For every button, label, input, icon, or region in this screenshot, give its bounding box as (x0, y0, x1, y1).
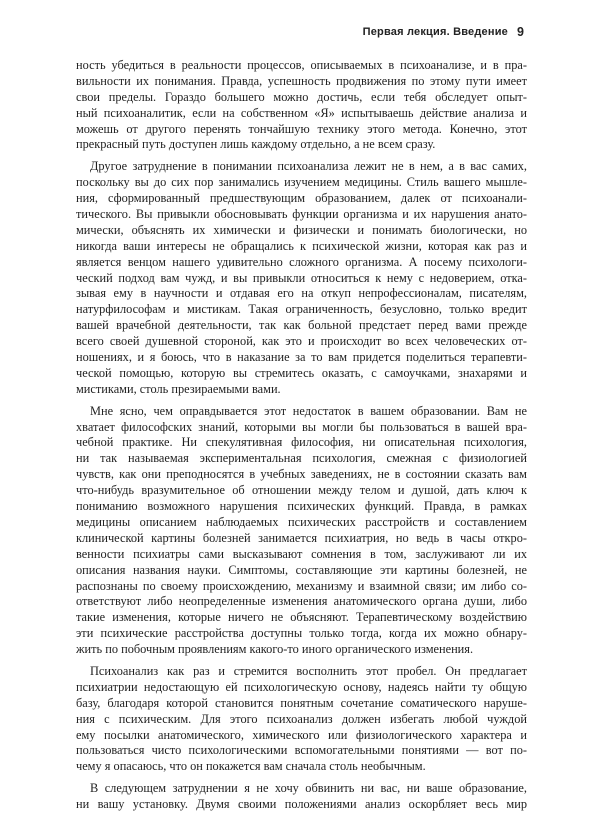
text-line: ни так называемая экспериментальная психология, смежная с физиологией (76, 451, 527, 466)
paragraph (76, 664, 527, 775)
text-line: медицины описанием наблюдаемых психических расстройств и составлением (76, 514, 527, 529)
text-line: ношениях, и я боюсь, что в наказание за то вам придется поделиться терапевти- (76, 350, 527, 365)
text-line: поскольку вы до сих пор занимались изучением медицины. Стиль вашего мышле- (76, 175, 527, 190)
text-line: вашей врачебной деятельности, так как больной предстает перед вами прежде (76, 318, 527, 333)
text-line: описания названия науки. Симптомы, составляющие эти картины болезней, не (76, 562, 527, 577)
text-line: Психоанализ как раз и стремится восполнить этот пробел. Он предлагает (90, 663, 527, 678)
running-title: Первая лекция. Введение (362, 26, 508, 38)
paragraph (76, 58, 527, 153)
text-line: Мне ясно, чем оправдывается этот недостаток в вашем образовании. Вам не (90, 403, 527, 418)
text-line: пониманию возможного нарушения психических функций. Правда, в рамках (76, 499, 527, 514)
text-line: можешь от другого перенять тончайшую технику этого метода. Конечно, этот (76, 121, 527, 136)
page-number: 9 (517, 25, 524, 39)
text-line: зывая ему в научности и отдавая его на откуп непрофессионалам, писателям, (76, 286, 527, 301)
text-line: хватает философских знаний, которыми вы могли бы пользоваться в вашей вра- (76, 419, 527, 434)
text-line: свои пределы. Гораздо большего можно достичь, если тебя обследует опыт- (76, 89, 527, 104)
text-line: ческий подход вам чужд, и вы привыкли относиться к нему с недоверием, отка- (76, 270, 527, 285)
text-line: ния, сформированный предшествующим образованием, далек от психоанали- (76, 191, 527, 206)
text-line: психиатрии недостающую ей психологическую основу, надеясь найти ту общую (76, 679, 527, 694)
text-line: тического. Вы привыкли обосновывать функции организма и их нарушения анато- (76, 207, 527, 222)
text-line: прекрасный путь доступен лишь каждому отдельно, а не всем сразу. (76, 137, 436, 152)
text-body (76, 58, 527, 819)
text-line: чебной практике. Ни спекулятивная философия, ни описательная психология, (76, 435, 527, 450)
text-line: ческой помощью, которую вы стремитесь оказать, с самоучками, знахарями и (76, 365, 527, 380)
text-line: чему я опасаюсь, что он покажется вам сначала столь необычным. (76, 759, 426, 774)
text-line: Другое затруднение в понимании психоанализа лежит не в нем, а в вас самих, (90, 159, 527, 174)
text-line: такие изменения, которые ничего не объясняют. Терапевтическому воздействию (76, 610, 527, 625)
paragraph (76, 781, 527, 813)
text-line: никогда ваши интересы не обращались к психической жизни, которая как раз и (76, 238, 527, 253)
text-line: пользоваться чисто психологическими вспомогательными понятиями — вот по- (76, 743, 527, 758)
running-header (0, 26, 600, 42)
paragraph (76, 404, 527, 658)
text-line: ни вашу установку. Двумя своими положениями анализ оскорбляет весь мир (76, 797, 527, 812)
text-line: ему посылки анатомического, химического или физиологического характера и (76, 727, 527, 742)
text-line: ный психоаналитик, если на собственном «Я» испытываешь действие анализа и (76, 105, 527, 120)
text-line: распознаны по своему происхождению, механизму и взаимной связи; им либо со- (76, 578, 527, 593)
text-line: мистиками, столь презираемыми вами. (76, 381, 281, 396)
text-line: жить по побочным проявлениям какого-то иного органического изменения. (76, 642, 474, 657)
text-line: клинической картины болезней занимается психиатрия, но ведь в часы откро- (76, 530, 527, 545)
paragraph (76, 159, 527, 397)
text-line: мически, объяснять их химически и физически и понимать биологически, но (76, 222, 527, 237)
text-line: является венцом нашего удивительно сложного организма. А посему психологи- (76, 254, 527, 269)
text-line: ния с психическим. Для этого психоанализ должен избегать любой чуждой (76, 711, 527, 726)
text-line: всего своей душевной стороной, как это и происходит во всех человеческих от- (76, 334, 527, 349)
text-line: ответствуют либо неопределенные изменения анатомического органа души, либо (76, 594, 527, 609)
text-line: что-нибудь вразумительное об отношении между телом и душой, дать ключ к (76, 483, 527, 498)
text-line: базу, благодаря которой становится понятным сочетание соматического наруше- (76, 695, 527, 710)
text-line: эти психические расстройства доступны только тогда, когда их можно обнару- (76, 626, 527, 641)
text-line: натурфилософам и мистикам. Такая ограниченность, безусловно, только вредит (76, 302, 527, 317)
text-line: В следующем затруднении я не хочу обвинить ни вас, ни ваше образование, (90, 781, 527, 796)
text-line: чувств, как они преподносятся в учебных заведениях, не в состоянии сказать вам (76, 467, 527, 482)
text-line: ность убедиться в реальности процессов, описываемых в психоанализе, и в пра- (76, 58, 527, 72)
text-line: венности психиатры сами высказывают сомнения в том, заслуживают ли их (76, 546, 527, 561)
text-line: вильности их понимания. Правда, успешность продвижения по этому пути имеет (76, 73, 527, 88)
